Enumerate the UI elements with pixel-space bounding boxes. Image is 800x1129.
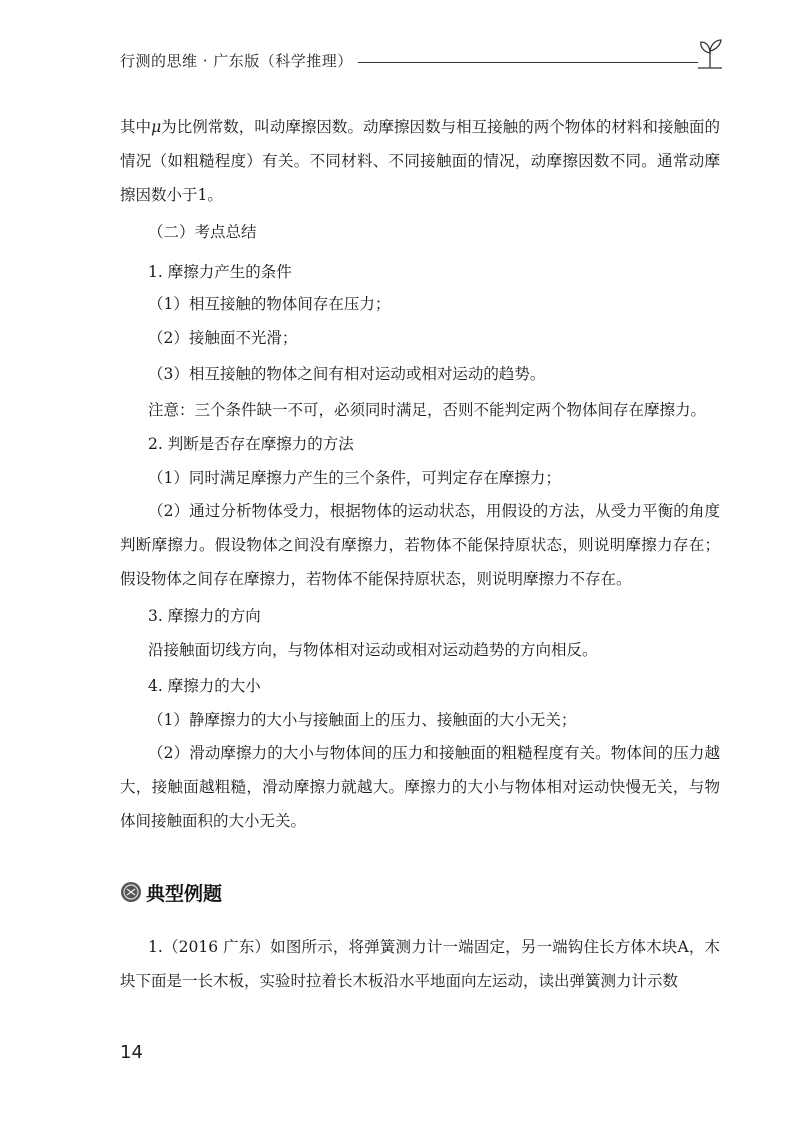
header-title: 行测的思维 · 广东版（科学推理） bbox=[120, 52, 353, 70]
item4-line2: （2）滑动摩擦力的大小与物体间的压力和接触面的粗糙程度有关。物体间的压力越大，接触面越粗糙，滑动摩擦力就越大。摩擦力的大小与物体相对运动快慢无关，与物体间接触面积的大小无关。 bbox=[120, 744, 720, 830]
item3-title: 3. 摩擦力的方向 bbox=[148, 607, 261, 625]
running-header bbox=[120, 46, 720, 76]
examples-title: 典型例题 bbox=[146, 882, 223, 905]
intro-text-post: 为比例常数，叫动摩擦因数。动摩擦因数与相互接触的两个物体的材料和接触面的情况（如粗糙程度）有关。不同材料、不同接触面的情况，动摩擦因数不同。通常动摩擦因数小于1。 bbox=[120, 118, 720, 204]
page-number: 14 bbox=[120, 1042, 143, 1063]
section-badge-icon bbox=[120, 881, 142, 903]
note: 注意：三个条件缺一不可，必须同时满足，否则不能判定两个物体间存在摩擦力。 bbox=[148, 401, 707, 419]
item1-line: （2）接触面不光滑； bbox=[148, 329, 298, 347]
item2-title: 2. 判断是否存在摩擦力的方法 bbox=[148, 435, 354, 453]
example-question-1: 1.（2016 广东）如图所示，将弹簧测力计一端固定，另一端钩住长方体木块A，木块下面是一长木板，实验时拉着长木板沿水平地面向左运动，读出弹簧测力计示数 bbox=[120, 938, 720, 990]
examples-section-heading bbox=[120, 878, 222, 906]
item2-line1: （1）同时满足摩擦力产生的三个条件，可判定存在摩擦力； bbox=[148, 469, 561, 487]
intro-text-pre: 其中 bbox=[120, 118, 152, 136]
item1-line: （1）相互接触的物体间存在压力； bbox=[148, 295, 391, 313]
item1-title: 1. 摩擦力产生的条件 bbox=[148, 263, 292, 281]
item1-line: （3）相互接触的物体之间有相对运动或相对运动的趋势。 bbox=[148, 365, 546, 383]
sprout-icon bbox=[692, 36, 728, 72]
intro-paragraph bbox=[120, 110, 720, 212]
item3-text: 沿接触面切线方向，与物体相对运动或相对运动趋势的方向相反。 bbox=[148, 641, 598, 659]
item4-line1: （1）静摩擦力的大小与接触面上的压力、接触面的大小无关； bbox=[148, 711, 577, 729]
item2-line2: （2）通过分析物体受力，根据物体的运动状态，用假设的方法，从受力平衡的角度判断摩擦力。假设物体之间没有摩擦力，若物体不能保持原状态，则说明摩擦力存在；假设物体之间存在摩擦力，若物体不能保持原状态，则说明摩擦力不存在。 bbox=[120, 502, 720, 588]
header-rule bbox=[358, 62, 698, 63]
mu-symbol: μ bbox=[151, 118, 162, 136]
item4-title: 4. 摩擦力的大小 bbox=[148, 677, 261, 695]
summary-heading: （二）考点总结 bbox=[148, 223, 257, 241]
